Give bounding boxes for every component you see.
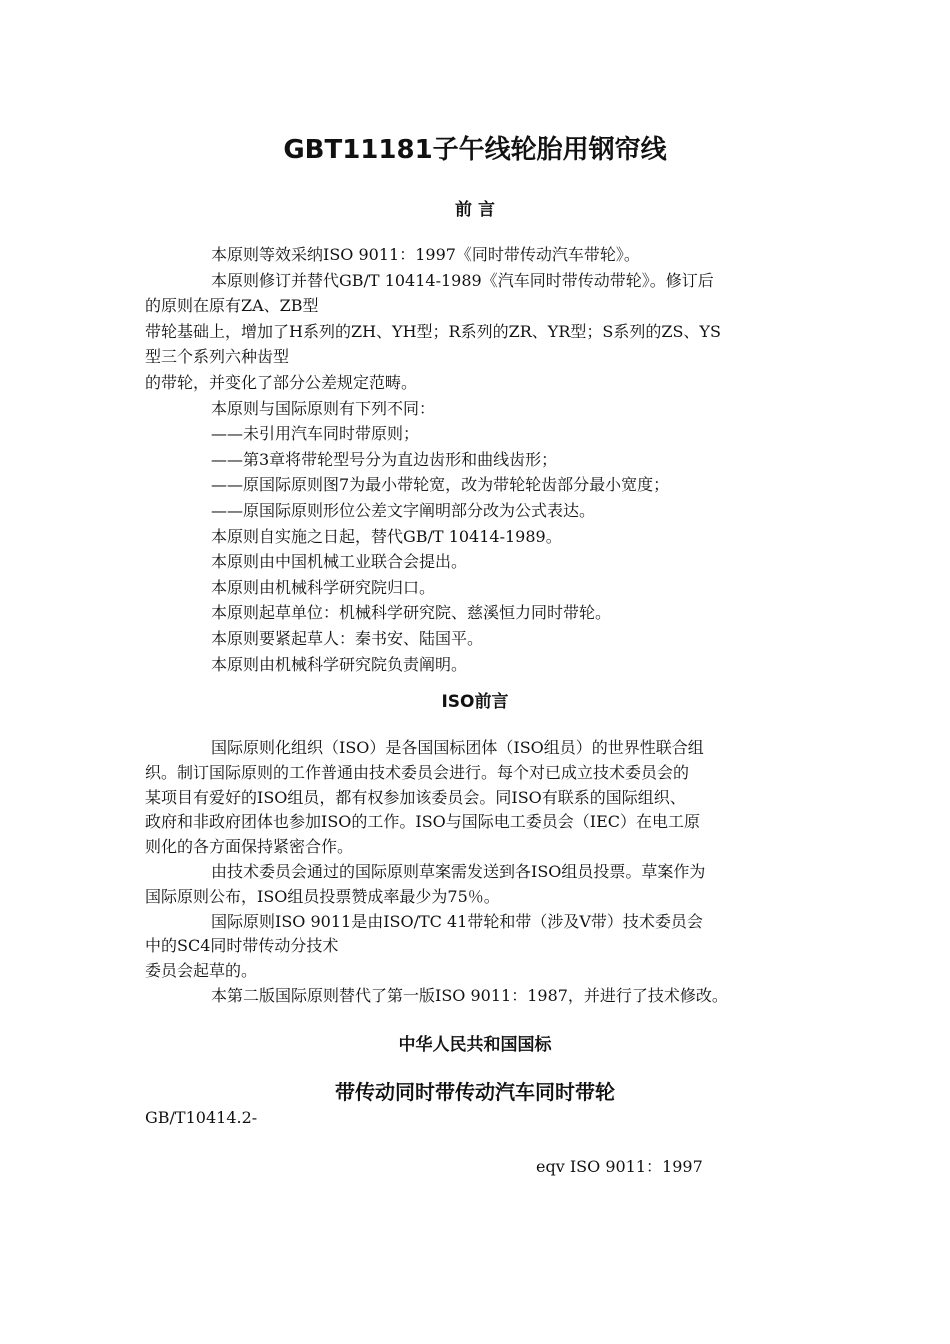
foreword-line: ——原国际原则形位公差文字阐明部分改为公式表达。 bbox=[211, 500, 596, 520]
foreword-line: 本原则起草单位：机械科学研究院、慈溪恒力同时带轮。 bbox=[211, 603, 612, 623]
iso-foreword-line: 国际原则化组织（ISO）是各国国标团体（ISO组员）的世界性联合组 bbox=[211, 738, 704, 757]
document-title: GBT11181子午线轮胎用钢帘线 bbox=[283, 135, 667, 165]
iso-foreword-line: 政府和非政府团体也参加ISO的工作。ISO与国际电工委员会（IEC）在电工原 bbox=[145, 812, 701, 832]
foreword-heading: 前 言 bbox=[455, 200, 495, 220]
foreword-line: 本原则要紧起草人：秦书安、陆国平。 bbox=[211, 628, 484, 648]
iso-foreword-line: 本第二版国际原则替代了第一版ISO 9011：1987，并进行了技术修改。 bbox=[211, 985, 728, 1005]
standard-title: 带传动同时带传动汽车同时带轮 bbox=[335, 1080, 615, 1104]
iso-foreword-heading: ISO前言 bbox=[441, 692, 509, 712]
iso-foreword-line: 则化的各方面保持紧密合作。 bbox=[145, 837, 354, 857]
foreword-line: 本原则与国际原则有下列不同： bbox=[211, 398, 436, 418]
foreword-line: ——原国际原则图7为最小带轮宽，改为带轮轮齿部分最小宽度； bbox=[211, 475, 670, 495]
foreword-line: 的原则在原有ZA、ZB型 bbox=[145, 296, 319, 316]
national-standard-label: 中华人民共和国国标 bbox=[398, 1035, 552, 1055]
foreword-line: 本原则由中国机械工业联合会提出。 bbox=[211, 552, 468, 572]
equivalence-note: eqv ISO 9011：1997 bbox=[536, 1157, 703, 1176]
iso-foreword-line: 国际原则ISO 9011是由ISO/TC 41带轮和带（涉及V带）技术委员会 bbox=[211, 911, 703, 931]
foreword-line: 本原则等效采纳ISO 9011：1997《同时带传动汽车带轮》。 bbox=[211, 245, 640, 264]
foreword-line: 型三个系列六种齿型 bbox=[145, 347, 290, 367]
foreword-line: 的带轮，并变化了部分公差规定范畴。 bbox=[145, 372, 418, 392]
iso-foreword-line: 某项目有爱好的ISO组员，都有权参加该委员会。同ISO有联系的国际组织、 bbox=[145, 787, 686, 807]
foreword-line: ——未引用汽车同时带原则； bbox=[211, 424, 420, 444]
foreword-line: ——第3章将带轮型号分为直边齿形和曲线齿形； bbox=[211, 449, 558, 469]
foreword-line: 本原则修订并替代GB/T 10414-1989《汽车同时带传动带轮》。修订后 bbox=[211, 270, 714, 290]
iso-foreword-line: 由技术委员会通过的国际原则草案需发送到各ISO组员投票。草案作为 bbox=[211, 861, 706, 881]
standard-number: GB/T10414.2- bbox=[145, 1108, 258, 1127]
iso-foreword-body bbox=[145, 736, 810, 1009]
iso-foreword-line: 中的SC4同时带传动分技术 bbox=[145, 936, 339, 956]
foreword-line: 带轮基础上，增加了H系列的ZH、YH型；R系列的ZR、YR型；S系列的ZS、YS bbox=[145, 321, 721, 341]
iso-foreword-line: 织。制订国际原则的工作普通由技术委员会进行。每个对已成立技术委员会的 bbox=[145, 762, 690, 782]
foreword-line: 本原则由机械科学研究院归口。 bbox=[211, 577, 436, 597]
foreword-line: 本原则由机械科学研究院负责阐明。 bbox=[211, 654, 468, 674]
foreword-body bbox=[145, 242, 810, 677]
iso-foreword-line: 委员会起草的。 bbox=[145, 961, 258, 981]
iso-foreword-line: 国际原则公布，ISO组员投票赞成率最少为75％。 bbox=[145, 886, 500, 906]
foreword-line: 本原则自实施之日起，替代GB/T 10414-1989。 bbox=[211, 526, 562, 546]
